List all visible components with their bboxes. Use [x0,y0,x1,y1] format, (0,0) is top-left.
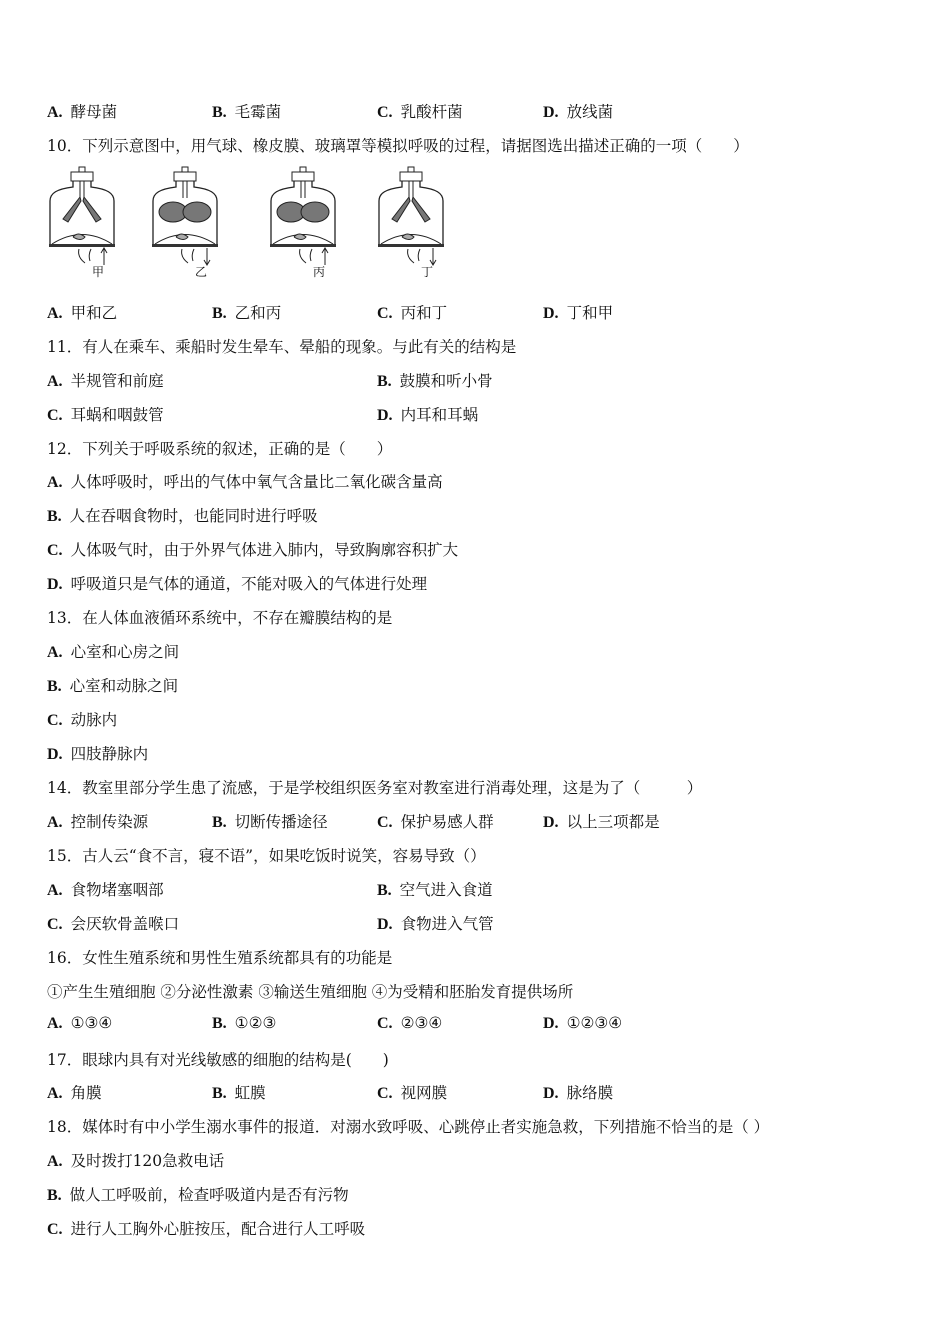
option-key: C. [47,1221,63,1238]
answer-option [47,1183,349,1205]
option-key: A. [47,814,63,831]
bell-jar-diagram [150,165,222,267]
bell-jar-figure [268,165,340,277]
option-key: C. [47,712,63,729]
option-key: B. [377,882,392,899]
option-key: B. [47,508,62,525]
option-text: 角膜 [70,1084,102,1102]
option-text: ②③④ [400,1014,443,1032]
option-key: A. [47,305,63,322]
option-key: D. [377,916,393,933]
answer-option [47,504,318,526]
bell-jar-diagram [47,165,119,267]
option-key: C. [47,542,63,559]
option-key: D. [47,576,63,593]
option-text: 视网膜 [400,1084,448,1102]
option-key: D. [543,814,559,831]
option-text: ①③④ [70,1014,113,1032]
option-text: 进行人工胸外心脏按压，配合进行人工呼吸 [70,1220,366,1238]
option-text: 食物堵塞咽部 [70,881,164,899]
option-key: B. [212,814,227,831]
answer-option [47,1081,102,1103]
answer-option [47,1149,224,1171]
answer-option [212,301,281,323]
option-text: ①②③④ [566,1014,623,1032]
answer-option [47,742,148,764]
option-key: B. [377,373,392,390]
option-text: 动脉内 [70,711,118,729]
option-text: 虹膜 [234,1084,266,1102]
option-key: A. [47,373,63,390]
answer-option [377,810,494,832]
bell-jar-figure [47,165,119,277]
question-stem: 18．媒体时有中小学生溺水事件的报道．对溺水致呼吸、心跳停止者实施急救，下列措施不恰当的是（ ） [47,1118,770,1136]
option-text: 做人工呼吸前，检查呼吸道内是否有污物 [69,1186,349,1204]
option-key: D. [543,1085,559,1102]
answer-option [543,1081,613,1103]
answer-option [212,1014,276,1033]
answer-option [377,369,493,391]
figure-label: 丁 [420,265,433,279]
option-key: D. [47,746,63,763]
option-key: A. [47,474,63,491]
option-key: D. [377,407,393,424]
option-key: D. [543,1015,559,1032]
answer-option [47,1014,112,1033]
option-key: A. [47,1085,63,1102]
option-text: 脉络膜 [566,1084,614,1102]
option-text: 鼓膜和听小骨 [399,372,493,390]
question-stem: 12．下列关于呼吸系统的叙述，正确的是（ ） [47,440,393,458]
option-text: 内耳和耳蜗 [400,406,479,424]
answer-option [377,301,447,323]
option-key: B. [212,1015,227,1032]
answer-option [377,1081,447,1103]
answer-option [377,878,493,900]
function-items: ①产生生殖细胞 ②分泌性激素 ③输送生殖细胞 ④为受精和胚胎发育提供场所 [47,983,574,1001]
bell-jar-figure [376,165,448,277]
question-stem: 11．有人在乘车、乘船时发生晕车、晕船的现象。与此有关的结构是 [47,338,517,356]
option-key: A. [47,104,63,121]
option-key: C. [377,305,393,322]
option-key: A. [47,1015,63,1032]
question-stem: 17．眼球内具有对光线敏感的细胞的结构是( ) [47,1051,389,1069]
option-text: 人在吞咽食物时，也能同时进行呼吸 [69,507,318,525]
option-text: 酵母菌 [70,103,118,121]
answer-option [543,301,613,323]
option-text: 控制传染源 [70,813,149,831]
answer-option [377,912,494,934]
figure-label: 甲 [91,265,104,279]
option-text: 丁和甲 [566,304,614,322]
option-text: 甲和乙 [70,304,118,322]
answer-option [543,1014,622,1033]
option-key: B. [212,1085,227,1102]
answer-option [47,640,179,662]
option-text: 乙和丙 [234,304,282,322]
option-text: 人体呼吸时，呼出的气体中氧气含量比二氧化碳含量高 [70,473,443,491]
answer-option [47,708,117,730]
answer-option [47,1217,365,1239]
option-text: 及时拨打120急救电话 [70,1152,225,1170]
question-stem: 15．古人云“食不言，寝不语”，如果吃饭时说笑，容易导致（） [47,847,486,865]
answer-option [543,100,613,122]
option-key: B. [212,104,227,121]
answer-option [377,403,478,425]
question-stem: 13．在人体血液循环系统中，不存在瓣膜结构的是 [47,609,393,627]
answer-option [212,1081,266,1103]
option-text: 食物进入气管 [400,915,494,933]
answer-option [47,810,148,832]
option-text: 心室和心房之间 [70,643,180,661]
option-key: A. [47,882,63,899]
option-text: 人体吸气时，由于外界气体进入肺内，导致胸廓容积扩大 [70,541,459,559]
option-text: 耳蜗和咽鼓管 [70,406,164,424]
option-key: C. [47,916,63,933]
option-key: B. [212,305,227,322]
answer-option [47,403,164,425]
answer-option [377,100,463,122]
answer-option [377,1014,442,1033]
answer-option [47,572,427,594]
option-text: 四肢静脉内 [70,745,149,763]
option-text: 丙和丁 [400,304,448,322]
option-key: B. [47,1187,62,1204]
answer-option [47,301,117,323]
figure-label: 乙 [194,265,207,279]
option-key: D. [543,104,559,121]
question-stem: 16．女性生殖系统和男性生殖系统都具有的功能是 [47,949,393,967]
option-key: A. [47,644,63,661]
option-text: 放线菌 [566,103,614,121]
option-key: C. [377,1085,393,1102]
answer-option [47,470,443,492]
answer-option [47,369,164,391]
bell-jar-figure [150,165,222,277]
bell-jar-diagram [268,165,340,267]
option-text: 空气进入食道 [399,881,493,899]
option-key: D. [543,305,559,322]
option-key: C. [377,1015,393,1032]
option-text: 半规管和前庭 [70,372,164,390]
option-text: 呼吸道只是气体的通道，不能对吸入的气体进行处理 [70,575,428,593]
answer-option [212,810,328,832]
option-text: 会厌软骨盖喉口 [70,915,180,933]
option-text: 毛霉菌 [234,103,282,121]
option-text: 切断传播途径 [234,813,328,831]
option-text: 以上三项都是 [566,813,660,831]
option-key: B. [47,678,62,695]
answer-option [47,674,178,696]
answer-option [47,878,164,900]
question-stem: 10．下列示意图中，用气球、橡皮膜、玻璃罩等模拟呼吸的过程，请据图选出描述正确的一项（ ） [47,137,749,155]
answer-option [47,538,458,560]
answer-option [47,100,117,122]
option-key: C. [377,104,393,121]
option-key: C. [47,407,63,424]
question-stem: 14．教室里部分学生患了流感，于是学校组织医务室对教室进行消毒处理，这是为了（ ） [47,779,703,797]
figure-label: 丙 [312,265,325,279]
bell-jar-diagram [376,165,448,267]
option-text: ①②③ [234,1014,277,1032]
answer-option [47,912,179,934]
option-key: A. [47,1153,63,1170]
option-key: C. [377,814,393,831]
answer-option [212,100,281,122]
option-text: 保护易感人群 [400,813,494,831]
option-text: 乳酸杆菌 [400,103,463,121]
answer-option [543,810,660,832]
option-text: 心室和动脉之间 [69,677,179,695]
